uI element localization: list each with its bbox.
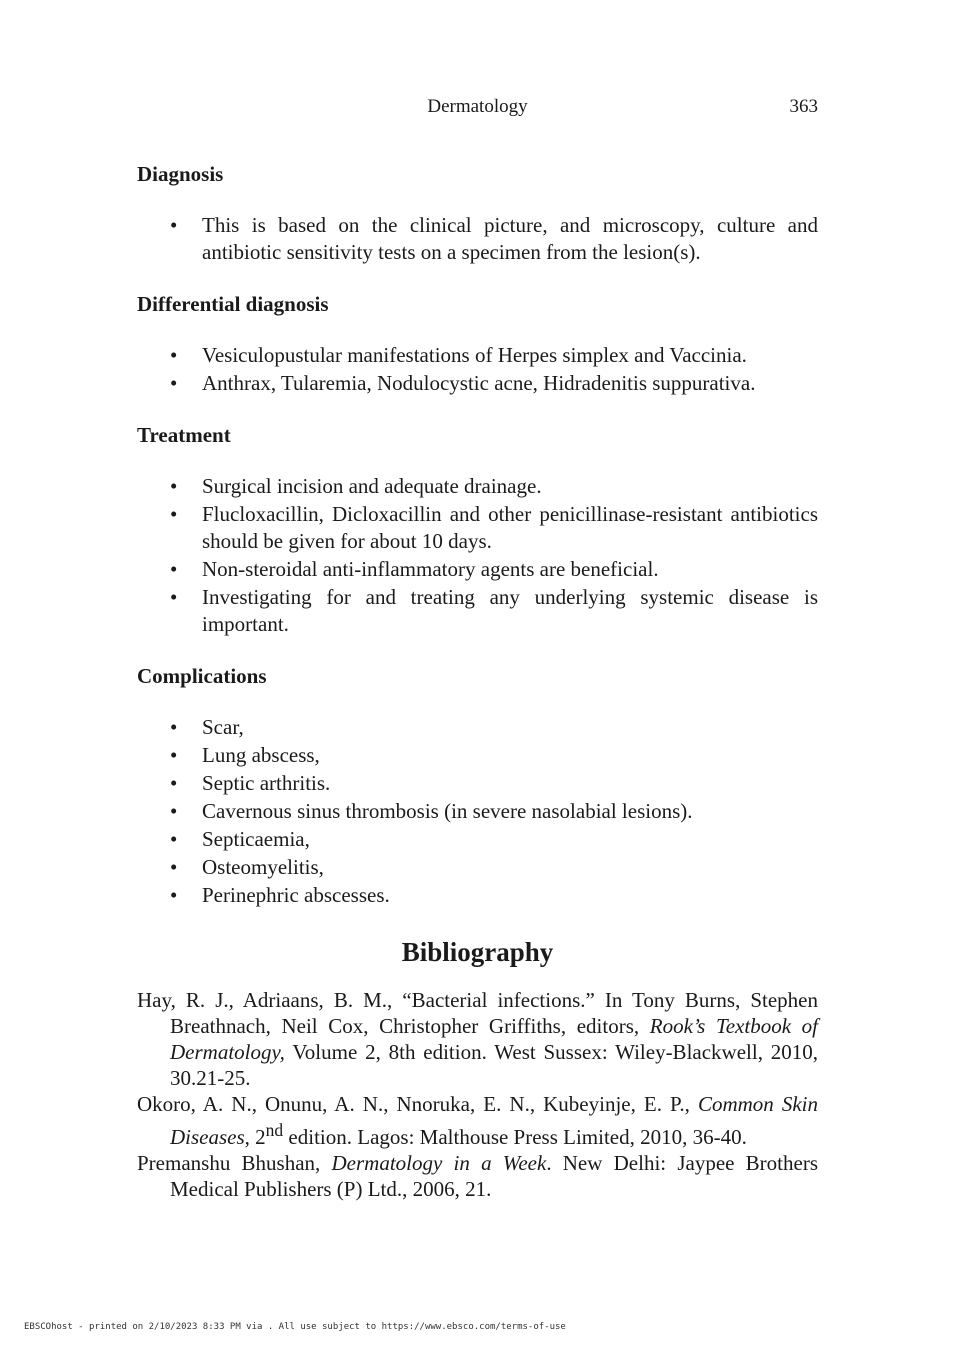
list-item: • Investigating for and treating any underlying systemic disease is important. <box>137 584 818 638</box>
section-heading-diagnosis: Diagnosis <box>137 162 224 186</box>
list-item: • Non-steroidal anti-inflammatory agents are beneficial. <box>137 556 818 583</box>
treatment-list <box>137 473 818 638</box>
ref-text: . New Delhi: Jaypee Brothers Medical Publishers (P) Ltd., 2006, 21. <box>170 1151 818 1201</box>
ref-book-title: Dermatology in a Week <box>331 1151 547 1175</box>
list-item: • Anthrax, Tularemia, Nodulocystic acne, Hidradenitis suppurativa. <box>137 370 818 397</box>
page-body <box>137 160 818 1202</box>
list-item: • Surgical incision and adequate drainage. <box>137 473 818 500</box>
complications-list <box>137 714 818 909</box>
ref-text: Premanshu Bhushan, <box>137 1151 332 1175</box>
running-title: Dermatology <box>427 96 528 117</box>
list-item: • Scar, <box>137 714 818 741</box>
bibliography-entry <box>137 987 818 1091</box>
list-item: • This is based on the clinical picture, and microscopy, culture and antibiotic sensitivity tests on a specimen from the lesion(s). <box>137 212 818 266</box>
list-item: • Perinephric abscesses. <box>137 882 818 909</box>
ref-text: Hay, R. J., Adriaans, B. M., “Bacterial infections.” In Tony Burns, Stephen Breathnach, Neil Cox, Christopher Griffiths, editors, <box>137 988 818 1038</box>
bibliography-entry <box>137 1150 818 1202</box>
running-header <box>137 96 818 122</box>
print-footer: EBSCOhost - printed on 2/10/2023 8:33 PM via . All use subject to https://www.ebsco.com/terms-of-use <box>24 1322 566 1332</box>
list-item: • Flucloxacillin, Dicloxacillin and other penicillinase-resistant antibiotics should be given for about 10 days. <box>137 501 818 555</box>
section-heading-complications: Complications <box>137 664 267 688</box>
ref-superscript: nd <box>265 1120 284 1140</box>
ref-book-title: Common Skin Diseases <box>170 1092 819 1149</box>
list-item: • Cavernous sinus thrombosis (in severe nasolabial lesions). <box>137 798 818 825</box>
ref-text: Okoro, A. N., Onunu, A. N., Nnoruka, E. N., Kubeyinje, E. P., <box>137 1092 698 1116</box>
list-item: • Vesiculopustular manifestations of Herpes simplex and Vaccinia. <box>137 342 818 369</box>
list-item: • Septicaemia, <box>137 826 818 853</box>
page-number: 363 <box>789 96 818 117</box>
ref-text: edition. Lagos: Malthouse Press Limited, 2010, 36-40. <box>283 1125 747 1149</box>
list-item: • Septic arthritis. <box>137 770 818 797</box>
list-item: • Lung abscess, <box>137 742 818 769</box>
list-item: • Osteomyelitis, <box>137 854 818 881</box>
section-heading-treatment: Treatment <box>137 423 231 447</box>
diagnosis-list <box>137 212 818 266</box>
ref-book-title: Rook’s Textbook of Dermatology, <box>170 1014 818 1064</box>
bibliography-heading: Bibliography <box>401 937 554 967</box>
differential-diagnosis-list <box>137 342 818 397</box>
bibliography-entry <box>137 1091 818 1150</box>
ref-text: , 2 <box>244 1125 266 1149</box>
section-heading-differential-diagnosis: Differential diagnosis <box>137 292 329 316</box>
ref-text: Volume 2, 8th edition. West Sussex: Wiley-Blackwell, 2010, 30.21-25. <box>170 1040 818 1090</box>
